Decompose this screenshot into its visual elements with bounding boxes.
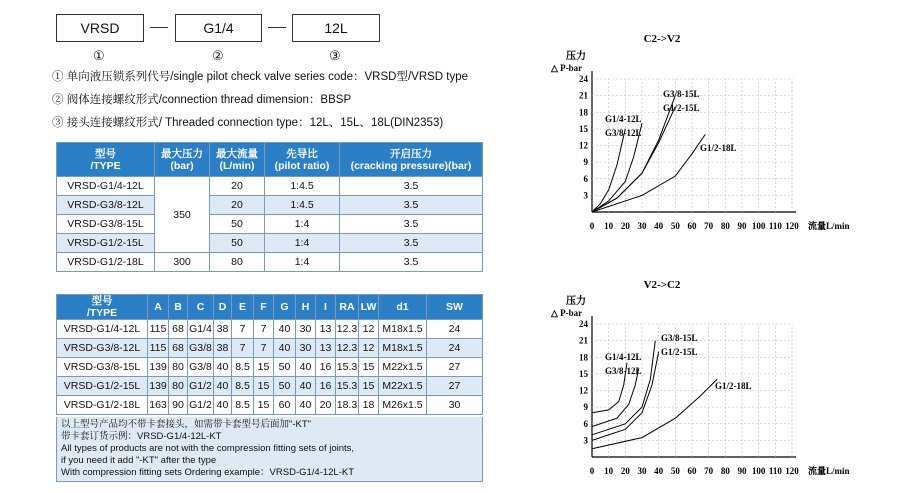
table-row — [57, 234, 483, 253]
cell-dim: 80 — [169, 358, 188, 377]
y-tick-label: 21 — [579, 335, 588, 346]
cell-dim: 68 — [169, 339, 188, 358]
cell-dim: 40 — [296, 377, 316, 396]
x-tick-label: 110 — [768, 221, 782, 231]
series-label: G3/8-12L — [605, 128, 642, 138]
table-row — [57, 253, 483, 272]
cell-ratio: 1:4 — [265, 215, 340, 234]
cell-dim: 60 — [274, 396, 296, 415]
header-dim-e: E — [232, 295, 254, 320]
series-line — [592, 134, 705, 212]
cell-dim: 7 — [232, 339, 254, 358]
series-label: G1/2-18L — [700, 143, 737, 153]
x-tick-label: 80 — [720, 221, 730, 231]
series-line — [592, 129, 625, 212]
code-marker: ② — [212, 48, 224, 63]
x-tick-label: 10 — [604, 221, 614, 231]
cell-dim: 7 — [254, 320, 274, 339]
cell-dim: M22x1.5 — [379, 358, 427, 377]
series-line — [592, 368, 639, 426]
cell-dim: 40 — [214, 377, 232, 396]
cell-flow: 50 — [210, 234, 265, 253]
x-tick-label: 70 — [704, 466, 714, 476]
cell-dim: 68 — [169, 320, 188, 339]
cell-dim: G1/2 — [188, 396, 214, 415]
y-axis-label: 压力 — [566, 51, 586, 62]
header-dim-d: D — [214, 295, 232, 320]
table-row — [57, 396, 483, 415]
cell-dim: 15 — [254, 396, 274, 415]
series-line — [592, 379, 717, 448]
header-dim-d1: d1 — [379, 295, 427, 320]
cell-max-pressure: 300 — [155, 253, 210, 272]
table-row — [57, 215, 483, 234]
x-tick-label: 90 — [737, 221, 747, 231]
cell-dim: 15 — [359, 358, 379, 377]
series-label: G1/4-12L — [605, 114, 642, 124]
cell-dim: 38 — [214, 339, 232, 358]
cell-dim: G1/2 — [188, 377, 214, 396]
y-tick-label: 24 — [579, 74, 588, 84]
y-tick-label: 12 — [579, 385, 588, 396]
cell-cracking: 3.5 — [340, 234, 483, 253]
cell-dim: 40 — [214, 396, 232, 415]
cell-dim: 24 — [427, 320, 483, 339]
cell-dim: 50 — [274, 377, 296, 396]
cell-dim: 20 — [316, 396, 336, 415]
cell-dim: 163 — [148, 396, 169, 415]
note-line: All types of products are not with the compression fitting sets of joints, — [61, 443, 355, 454]
x-tick-label: 50 — [670, 466, 680, 476]
header-dim-i: I — [316, 295, 336, 320]
x-tick-label: 100 — [751, 466, 766, 476]
header-type: 型号 /TYPE — [57, 143, 155, 177]
header-dim-ra: RA — [336, 295, 359, 320]
cell-dim: M18x1.5 — [379, 339, 427, 358]
header-dim-g: G — [274, 295, 296, 320]
y-tick-label: 15 — [579, 123, 588, 134]
cell-dim: 115 — [148, 320, 169, 339]
x-tick-label: 80 — [720, 466, 730, 476]
code-part-thread: G1/4 — [175, 14, 262, 42]
cell-model: VRSD-G1/4-12L — [57, 320, 148, 339]
note-line: 以上型号产品均不带卡套接头，如需带卡套型号后面加"-KT" — [61, 419, 312, 430]
table-row — [57, 358, 483, 377]
cell-dim: M18x1.5 — [379, 320, 427, 339]
x-tick-label: 110 — [768, 466, 782, 476]
cell-ratio: 1:4 — [265, 234, 340, 253]
cell-dim: 50 — [274, 358, 296, 377]
cell-dim: 7 — [254, 339, 274, 358]
cell-dim: 15 — [359, 377, 379, 396]
table-row — [57, 320, 483, 339]
y-tick-label: 18 — [579, 107, 588, 118]
header-dim-lw: LW — [359, 295, 379, 320]
cell-ratio: 1:4.5 — [265, 177, 340, 196]
cell-model: VRSD-G3/8-12L — [57, 196, 155, 215]
y-axis-label: △ P-bar — [551, 308, 583, 318]
cell-flow: 80 — [210, 253, 265, 272]
cell-dim: 12 — [359, 339, 379, 358]
cell-model: VRSD-G3/8-12L — [57, 339, 148, 358]
code-description: ③ 接头连接螺纹形式/ Threaded connection type：12L、15L、18L(DIN2353) — [52, 117, 444, 129]
y-tick-label: 3 — [583, 190, 588, 201]
code-part-series: VRSD — [56, 14, 144, 42]
y-tick-label: 6 — [583, 418, 588, 429]
cell-dim: 16 — [316, 358, 336, 377]
cell-model: VRSD-G3/8-15L — [57, 215, 155, 234]
series-line — [592, 107, 675, 212]
note-line: With compression fitting sets Ordering example：VRSD-G1/4-12L-KT — [61, 467, 355, 478]
y-tick-label: 6 — [583, 173, 588, 184]
y-axis-label: 压力 — [566, 296, 586, 307]
cell-flow: 20 — [210, 196, 265, 215]
cell-dim: 8.5 — [232, 396, 254, 415]
y-tick-label: 21 — [579, 90, 588, 101]
cell-flow: 20 — [210, 177, 265, 196]
cell-dim: 24 — [427, 339, 483, 358]
cell-dim: G3/8 — [188, 358, 214, 377]
series-label: G1/4-12L — [605, 352, 642, 362]
x-tick-label: 60 — [687, 221, 697, 231]
code-part-connection: 12L — [292, 14, 380, 42]
x-tick-label: 20 — [620, 466, 630, 476]
y-tick-label: 9 — [583, 157, 588, 168]
y-axis-label: △ P-bar — [551, 63, 583, 73]
code-marker: ① — [93, 48, 105, 63]
cell-model: VRSD-G1/2-18L — [57, 253, 155, 272]
series-line — [592, 352, 659, 441]
series-label: G1/2-15L — [661, 347, 698, 357]
cell-dim: 40 — [296, 396, 316, 415]
cell-dim: 12.3 — [336, 320, 359, 339]
series-label: G3/8-15L — [661, 333, 698, 343]
y-tick-label: 18 — [579, 352, 588, 363]
cell-dim: 139 — [148, 377, 169, 396]
cell-dim: 15 — [254, 358, 274, 377]
header-type: 型号 /TYPE — [57, 295, 148, 320]
cell-dim: 7 — [232, 320, 254, 339]
x-tick-label: 20 — [620, 221, 630, 231]
x-tick-label: 120 — [785, 221, 799, 231]
table-row — [57, 377, 483, 396]
header-max-pressure: 最大压力 (bar) — [155, 143, 210, 177]
y-tick-label: 3 — [583, 435, 588, 446]
x-tick-label: 10 — [604, 466, 614, 476]
dimension-table — [56, 294, 483, 415]
cell-dim: 38 — [214, 320, 232, 339]
cell-dim: 12 — [359, 320, 379, 339]
header-dim-b: B — [169, 295, 188, 320]
series-line — [592, 363, 627, 413]
cell-dim: 18.3 — [336, 396, 359, 415]
x-tick-label: 50 — [670, 221, 680, 231]
x-tick-label: 40 — [654, 466, 664, 476]
y-tick-label: 12 — [579, 140, 588, 151]
note-line: 带卡套订货示例：VRSD-G1/4-12L-KT — [61, 431, 222, 442]
cell-dim: 40 — [296, 358, 316, 377]
cell-dim: 139 — [148, 358, 169, 377]
cell-model: VRSD-G1/2-18L — [57, 396, 148, 415]
cell-dim: 40 — [274, 320, 296, 339]
cell-cracking: 3.5 — [340, 177, 483, 196]
series-label: G1/2-18L — [715, 381, 752, 391]
header-dim-a: A — [148, 295, 169, 320]
header-cracking-pressure: 开启压力 (cracking pressure)(bar) — [340, 143, 483, 177]
x-tick-label: 0 — [589, 466, 595, 476]
cell-dim: 30 — [427, 396, 483, 415]
cell-dim: 30 — [296, 320, 316, 339]
cell-dim: 13 — [316, 320, 336, 339]
cell-cracking: 3.5 — [340, 196, 483, 215]
cell-dim: M22x1.5 — [379, 377, 427, 396]
header-dim-c: C — [188, 295, 214, 320]
x-tick-label: 120 — [785, 466, 799, 476]
header-dim-f: F — [254, 295, 274, 320]
table-row — [57, 196, 483, 215]
code-description: ② 阀体连接螺纹形式/connection thread dimension：BBSP — [52, 94, 352, 106]
x-axis-label: 流量L/min — [808, 466, 850, 476]
cell-model: VRSD-G1/2-15L — [57, 234, 155, 253]
series-label: G3/8-12L — [605, 366, 642, 376]
cell-dim: 13 — [316, 339, 336, 358]
x-tick-label: 0 — [589, 221, 595, 231]
x-tick-label: 30 — [637, 221, 647, 231]
chart-title: V2->C2 — [643, 279, 681, 291]
header-max-flow: 最大流量 (L/min) — [210, 143, 265, 177]
cell-dim: G1/4 — [188, 320, 214, 339]
cell-dim: 90 — [169, 396, 188, 415]
cell-model: VRSD-G3/8-15L — [57, 358, 148, 377]
table-row — [57, 339, 483, 358]
cell-cracking: 3.5 — [340, 253, 483, 272]
y-tick-label: 24 — [579, 319, 588, 329]
performance-table — [56, 142, 483, 272]
y-tick-label: 9 — [583, 402, 588, 413]
cell-dim: 30 — [296, 339, 316, 358]
cell-dim: G3/8 — [188, 339, 214, 358]
header-dim-sw: SW — [427, 295, 483, 320]
x-tick-label: 60 — [687, 466, 697, 476]
x-tick-label: 70 — [704, 221, 714, 231]
cell-cracking: 3.5 — [340, 215, 483, 234]
cell-dim: 40 — [214, 358, 232, 377]
x-tick-label: 100 — [751, 221, 766, 231]
x-tick-label: 30 — [637, 466, 647, 476]
code-description: ① 单向液压锁系列代号/single pilot check valve series code：VRSD型/VRSD type — [52, 71, 469, 83]
chart-title: C2->V2 — [643, 33, 681, 45]
ordering-note — [56, 417, 483, 482]
code-dash — [150, 27, 168, 28]
y-tick-label: 15 — [579, 368, 588, 379]
series-line — [592, 341, 655, 435]
code-marker: ③ — [329, 48, 341, 63]
cell-dim: 8.5 — [232, 377, 254, 396]
cell-dim: 15.3 — [336, 358, 359, 377]
cell-dim: 18 — [359, 396, 379, 415]
cell-dim: 40 — [274, 339, 296, 358]
x-tick-label: 90 — [737, 466, 747, 476]
note-line: if you need it add "-KT" after the type — [61, 455, 217, 466]
cell-dim: 15 — [254, 377, 274, 396]
cell-dim: 115 — [148, 339, 169, 358]
cell-model: VRSD-G1/2-15L — [57, 377, 148, 396]
x-axis-label: 流量L/min — [808, 221, 850, 231]
cell-ratio: 1:4 — [265, 253, 340, 272]
cell-dim: 27 — [427, 377, 483, 396]
table-row — [57, 177, 483, 196]
series-line — [592, 96, 675, 212]
header-dim-h: H — [296, 295, 316, 320]
cell-dim: 27 — [427, 358, 483, 377]
series-label: G3/8-15L — [663, 89, 700, 99]
cell-dim: 16 — [316, 377, 336, 396]
cell-dim: 12.3 — [336, 339, 359, 358]
cell-max-pressure: 350 — [155, 177, 210, 253]
cell-flow: 50 — [210, 215, 265, 234]
cell-dim: 80 — [169, 377, 188, 396]
series-label: G1/2-15L — [663, 103, 700, 113]
cell-dim: M26x1.5 — [379, 396, 427, 415]
cell-dim: 15.3 — [336, 377, 359, 396]
code-dash — [268, 27, 286, 28]
header-pilot-ratio: 先导比 (pilot ratio) — [265, 143, 340, 177]
cell-dim: 8.5 — [232, 358, 254, 377]
series-line — [592, 123, 642, 212]
cell-model: VRSD-G1/4-12L — [57, 177, 155, 196]
x-tick-label: 40 — [654, 221, 664, 231]
cell-ratio: 1:4.5 — [265, 196, 340, 215]
